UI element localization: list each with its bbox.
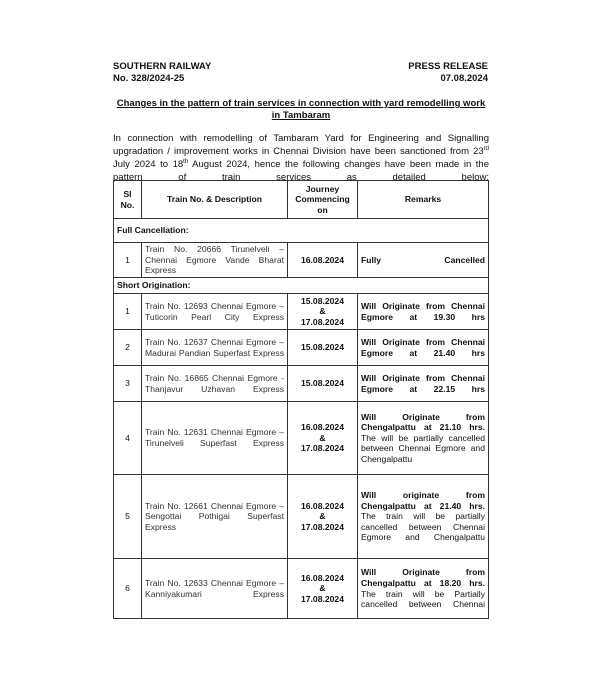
journey-date: 17.08.2024 (300, 443, 344, 454)
train-description-cell: Train No. 12661 Chennai Egmore – Sengottai Pothigai Superfast Express (142, 475, 288, 559)
journey-date: & (319, 306, 326, 317)
header-left (113, 61, 211, 85)
train-description-cell: Train No. 16865 Chennai Egmore - Thanjavur Uzhavan Express (142, 366, 288, 402)
table-row (114, 294, 489, 330)
journey-date: 16.08.2024 (300, 500, 344, 511)
intro-text-3: August 2024, hence the following changes have been made in the pattern of train services as detailed below: (113, 159, 489, 183)
document-type: PRESS RELEASE (408, 61, 488, 72)
sl-no-cell: 4 (114, 402, 142, 475)
journey-date: 17.08.2024 (300, 316, 344, 327)
table-row (114, 330, 489, 366)
journey-date: 16.08.2024 (300, 254, 344, 265)
table-row (114, 475, 489, 559)
train-description-cell: Train No. 12633 Chennai Egmore – Kanniyakumari Express (142, 559, 288, 619)
train-description-cell: Train No. 12637 Chennai Egmore – Madurai Pandian Superfast Express (142, 330, 288, 366)
header-right (400, 61, 488, 85)
intro-sup-1: rd (483, 145, 489, 152)
journey-date-cell (288, 402, 358, 475)
section-row (114, 219, 489, 243)
remark-bold: Will originate from Chengalpattu at 21.40 hrs. (361, 490, 485, 511)
table-row (114, 243, 489, 278)
journey-date-cell (288, 475, 358, 559)
journey-date-cell (288, 243, 358, 278)
journey-date-cell (288, 294, 358, 330)
journey-date: & (319, 432, 326, 443)
journey-date: 15.08.2024 (300, 378, 344, 389)
journey-date: 16.08.2024 (300, 422, 344, 433)
sl-no-cell: 2 (114, 330, 142, 366)
header-sl-no: Sl No. (114, 181, 142, 219)
journey-date: 15.08.2024 (300, 342, 344, 353)
intro-text-1: In connection with remodelling of Tambaram Yard for Engineering and Signalling upgradation / improvement works in Chennai Division have been sanctioned from 23 (113, 133, 489, 157)
intro-sup-2: th (183, 158, 189, 165)
document-title: Changes in the pattern of train services in connection with yard remodelling work in Tambaram (116, 98, 486, 121)
remark-bold: Will Originate from Chengalpattu at 21.10 hrs. (361, 411, 485, 433)
intro-text-2: July 2024 to 18 (113, 159, 184, 170)
journey-date-cell (288, 330, 358, 366)
table-body (114, 219, 489, 619)
remark-bold: Fully Cancelled (361, 254, 485, 265)
journey-date: 17.08.2024 (300, 521, 344, 532)
table-row (114, 402, 489, 475)
remark-text: The train will be partially cancelled between Chennai Egmore and Chengalpattu (361, 511, 485, 543)
header-remarks: Remarks (358, 181, 489, 219)
release-date: 07.08.2024 (440, 73, 488, 84)
journey-date: 16.08.2024 (300, 572, 344, 583)
section-row (114, 278, 489, 294)
header-journey: Journey Commencing on (288, 181, 358, 219)
table-header-row (114, 181, 489, 219)
intro-paragraph (113, 132, 489, 184)
sl-no-cell: 1 (114, 243, 142, 278)
train-description-cell: Train No. 12631 Chennai Egmore – Tirunelveli Superfast Express (142, 402, 288, 475)
remarks-cell (358, 475, 489, 559)
section-label: Short Origination: (114, 278, 489, 294)
journey-date-cell (288, 366, 358, 402)
journey-date: & (319, 511, 326, 522)
sl-no-cell: 6 (114, 559, 142, 619)
remarks-cell (358, 559, 489, 619)
sl-no-cell: 1 (114, 294, 142, 330)
train-description-cell: Train No. 12693 Chennai Egmore – Tuticorin Pearl City Express (142, 294, 288, 330)
table-row (114, 559, 489, 619)
remark-bold: Will Originate from Chennai Egmore at 19.30 hrs (361, 300, 485, 322)
remarks-cell (358, 366, 489, 402)
remark-bold: Will Originate from Chennai Egmore at 22.15 hrs (361, 372, 485, 394)
remark-bold: Will Originate from Chengalpattu at 18.20 hrs. (361, 567, 485, 588)
remarks-cell (358, 402, 489, 475)
remark-text: The will be partially cancelled between Chennai Egmore and Chengalpattu (361, 432, 485, 464)
sl-no-cell: 5 (114, 475, 142, 559)
remark-text: The train will be Partially cancelled between Chennai (361, 588, 485, 610)
remarks-cell (358, 243, 489, 278)
section-label: Full Cancellation: (114, 219, 489, 243)
table-row (114, 366, 489, 402)
train-description-cell: Train No. 20666 Tirunelveli – Chennai Egmore Vande Bharat Express (142, 243, 288, 278)
journey-date-cell (288, 559, 358, 619)
remarks-cell (358, 294, 489, 330)
reference-number: No. 328/2024-25 (113, 73, 185, 84)
train-changes-table (113, 180, 489, 619)
remarks-cell (358, 330, 489, 366)
sl-no-cell: 3 (114, 366, 142, 402)
header-train: Train No. & Description (142, 181, 288, 219)
remark-bold: Will Originate from Chennai Egmore at 21.40 hrs (361, 336, 485, 358)
org-name: SOUTHERN RAILWAY (113, 61, 212, 72)
journey-date: & (319, 583, 326, 594)
journey-date: 15.08.2024 (300, 295, 344, 306)
journey-date: 17.08.2024 (300, 593, 344, 604)
